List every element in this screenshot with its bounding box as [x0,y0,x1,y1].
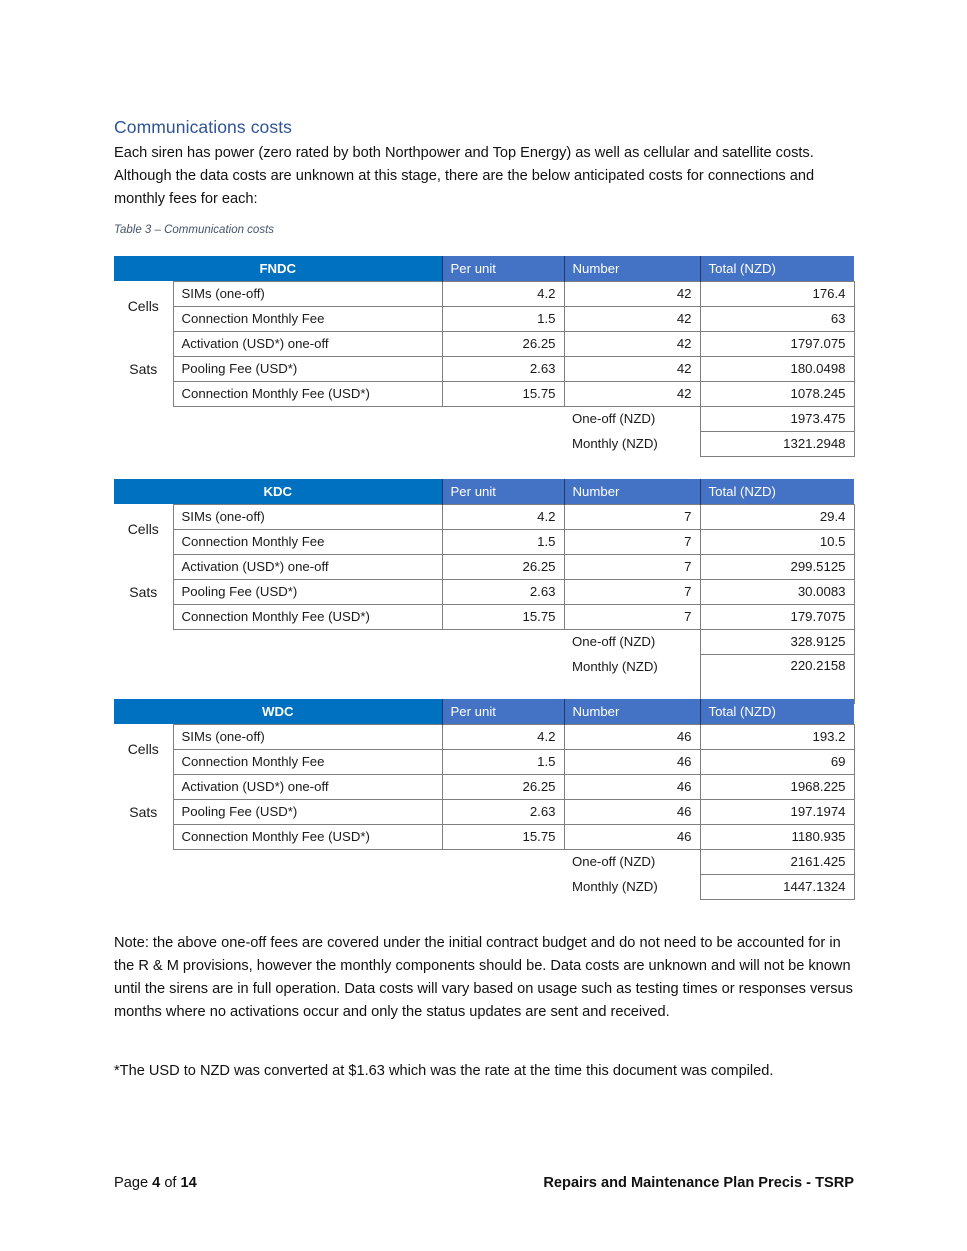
group-label-sats: Sats [129,803,158,820]
one-off-label: One-off (NZD) [564,849,700,874]
summary-row-one-off [114,849,854,874]
council-header: KDC [114,479,442,504]
monthly-total: 1321.2948 [700,431,854,456]
total-cell: 1797.075 [700,331,854,356]
per-unit-cell: 2.63 [442,579,564,604]
number-cell: 7 [564,554,700,579]
total-cell: 179.7075 [700,604,854,629]
page-total: 14 [180,1175,197,1191]
number-cell: 42 [564,381,700,406]
cost-table-kdc [114,479,855,704]
table-row [114,381,854,406]
item-cell: Connection Monthly Fee [173,529,442,554]
monthly-label: Monthly (NZD) [564,874,700,899]
summary-row-one-off [114,629,854,654]
item-cell: Activation (USD*) one-off [173,774,442,799]
number-cell: 42 [564,356,700,381]
total-header: Total (NZD) [700,699,854,724]
number-cell: 42 [564,306,700,331]
table-row [114,529,854,554]
table-row [114,604,854,629]
note-paragraph: Note: the above one-off fees are covered under the initial contract budget and do not need to be accounted for in the R & M provisions, however the monthly components should be. Data costs are unknown and will not be known until the sirens are in full operation. Data costs will vary based on usage such as testing times or responses versus months where no activations occur and only the status updates are sent and received. [114,935,853,1020]
page-prefix: Page [114,1175,153,1191]
table-row [114,749,854,774]
number-cell: 46 [564,824,700,849]
group-label-sats: Sats [129,583,158,600]
number-cell: 46 [564,749,700,774]
per-unit-cell: 1.5 [442,529,564,554]
per-unit-cell: 15.75 [442,604,564,629]
total-cell: 10.5 [700,529,854,554]
number-cell: 46 [564,799,700,824]
document-title: Repairs and Maintenance Plan Precis - TSRP [543,1175,854,1191]
total-cell: 1968.225 [700,774,854,799]
one-off-total: 328.9125 [700,629,854,654]
council-header: FNDC [114,256,442,281]
total-cell: 176.4 [700,281,854,306]
per-unit-header: Per unit [442,479,564,504]
number-header: Number [564,699,700,724]
section-heading: Communications costs [114,117,293,137]
item-cell: Activation (USD*) one-off [173,554,442,579]
total-cell: 1078.245 [700,381,854,406]
number-cell: 46 [564,774,700,799]
number-cell: 7 [564,504,700,529]
table-row [114,331,854,356]
group-label-cells: Cells [127,741,159,757]
per-unit-cell: 15.75 [442,381,564,406]
table-row [114,824,854,849]
table-row [114,724,854,749]
table-header-row [114,479,854,504]
table-row [114,579,854,604]
total-cell: 193.2 [700,724,854,749]
number-cell: 7 [564,579,700,604]
group-label-cells: Cells [127,521,159,537]
item-cell: Pooling Fee (USD*) [173,799,442,824]
total-cell: 29.4 [700,504,854,529]
total-cell: 180.0498 [700,356,854,381]
item-cell: SIMs (one-off) [173,281,442,306]
table-row [114,281,854,306]
item-cell: SIMs (one-off) [173,504,442,529]
item-cell: Connection Monthly Fee (USD*) [173,824,442,849]
per-unit-cell: 1.5 [442,306,564,331]
per-unit-header: Per unit [442,699,564,724]
number-cell: 7 [564,604,700,629]
one-off-label: One-off (NZD) [564,629,700,654]
item-cell: Connection Monthly Fee [173,306,442,331]
number-header: Number [564,256,700,281]
number-cell: 7 [564,529,700,554]
per-unit-cell: 2.63 [442,356,564,381]
item-cell: Activation (USD*) one-off [173,331,442,356]
monthly-label: Monthly (NZD) [564,654,700,679]
per-unit-header: Per unit [442,256,564,281]
total-cell: 1180.935 [700,824,854,849]
total-header: Total (NZD) [700,256,854,281]
total-cell: 69 [700,749,854,774]
number-cell: 46 [564,724,700,749]
monthly-total: 220.2158 [700,654,854,679]
summary-row-one-off [114,406,854,431]
page-footer [114,1175,854,1191]
page-of: of [160,1175,181,1191]
summary-row-monthly [114,874,854,899]
item-cell: Connection Monthly Fee (USD*) [173,604,442,629]
table-row [114,356,854,381]
per-unit-cell: 2.63 [442,799,564,824]
page-number [114,1175,197,1191]
table-row [114,306,854,331]
item-cell: Pooling Fee (USD*) [173,579,442,604]
summary-row-monthly [114,654,854,679]
table-row [114,799,854,824]
table-header-row [114,699,854,724]
per-unit-cell: 4.2 [442,504,564,529]
table-caption: Table 3 – Communication costs [114,224,275,236]
per-unit-cell: 4.2 [442,724,564,749]
council-header: WDC [114,699,442,724]
total-cell: 197.1974 [700,799,854,824]
cost-table-wdc [114,699,855,900]
monthly-total: 1447.1324 [700,874,854,899]
one-off-label: One-off (NZD) [564,406,700,431]
per-unit-cell: 26.25 [442,554,564,579]
group-label-sats: Sats [129,360,158,377]
table-header-row [114,256,854,281]
item-cell: SIMs (one-off) [173,724,442,749]
item-cell: Connection Monthly Fee [173,749,442,774]
footnote-paragraph: *The USD to NZD was converted at $1.63 which was the rate at the time this document was compiled. [114,1063,774,1079]
monthly-label: Monthly (NZD) [564,431,700,456]
summary-row-monthly [114,431,854,456]
total-header: Total (NZD) [700,479,854,504]
per-unit-cell: 26.25 [442,331,564,356]
number-cell: 42 [564,331,700,356]
per-unit-cell: 15.75 [442,824,564,849]
item-cell: Pooling Fee (USD*) [173,356,442,381]
table-row [114,774,854,799]
item-cell: Connection Monthly Fee (USD*) [173,381,442,406]
one-off-total: 1973.475 [700,406,854,431]
total-cell: 63 [700,306,854,331]
total-cell: 30.0083 [700,579,854,604]
per-unit-cell: 26.25 [442,774,564,799]
per-unit-cell: 4.2 [442,281,564,306]
per-unit-cell: 1.5 [442,749,564,774]
number-header: Number [564,479,700,504]
number-cell: 42 [564,281,700,306]
page-current: 4 [152,1175,161,1191]
intro-paragraph: Each siren has power (zero rated by both Northpower and Top Energy) as well as cellular and satellite costs. Although the data costs are unknown at this stage, there are the below anticipated costs for connections and monthly fees for each: [114,145,815,207]
group-label-cells: Cells [127,298,159,314]
table-row [114,554,854,579]
total-cell: 299.5125 [700,554,854,579]
cost-table-fndc [114,256,855,457]
table-row [114,504,854,529]
one-off-total: 2161.425 [700,849,854,874]
